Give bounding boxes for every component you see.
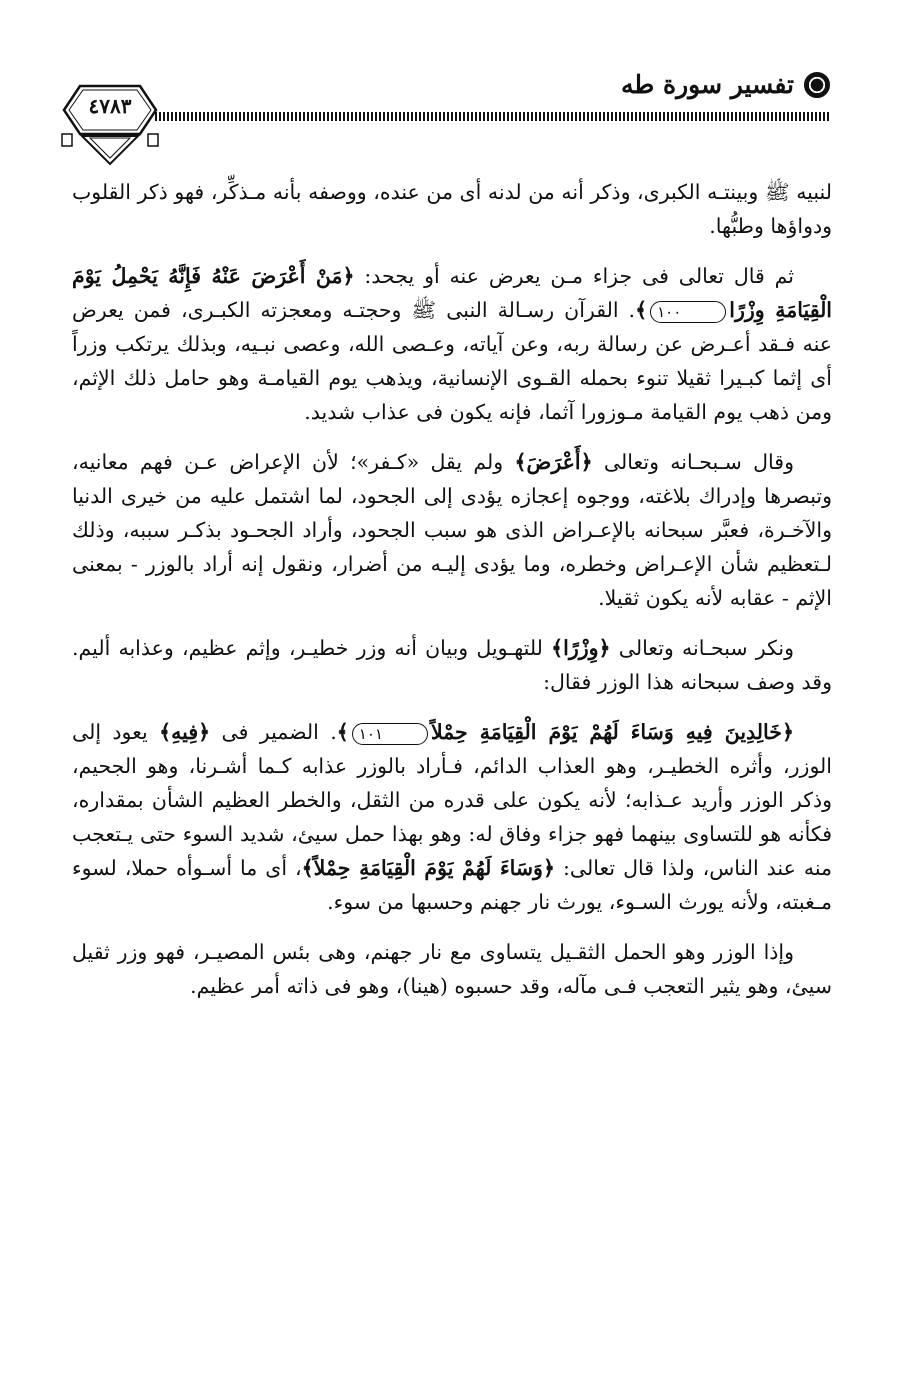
paragraph-text: ولم يقل «كـفر»؛ لأن الإعراض عـن فهم معانيه، وتبصرها وإدراك بلاغته، ووجوه إعجازه يؤدى إلى الجحود، لما اشتمل عليه من خيرى الدنيا والآخـرة، فعبَّر سبحانه بالإعـراض الذى هو سبب الجحود، وأراد الجحـود بذكـر سببه، وذلك لـتعظيم شأن الإعـراض وخطره، وما يؤدى إليـه من أضرار، ونقول إنه أراد بالوزر - بمعنى الإثم - عقابه لأنه يكون ثقيلا. — [72, 450, 832, 610]
quran-quote: ﴿خَالِدِينَ فِيهِ وَسَاءَ لَهُمْ يَوْمَ الْقِيَامَةِ حِمْلاً — [430, 720, 794, 744]
quran-quote: ﴾ — [336, 720, 349, 744]
paragraph — [72, 631, 832, 699]
paragraph — [72, 445, 832, 615]
paragraph-text: ثم قال تعالى فى جزاء مـن يعرض عنه أو يجحد: — [354, 264, 794, 288]
paragraph-text: لنبيه ﷺ وبينتـه الكبرى، وذكر أنه من لدنه أى من عنده، ووصفه بأنه مـذكِّر، فهو ذكر القلوب ودواؤها وطبُّها. — [72, 180, 832, 238]
paragraph-text: . القرآن رسـالة النبى ﷺ وحجتـه ومعجزته الكبـرى، فمن يعرض عنه فـقد أعـرض عن رسالة ربه، وعن آياته، وعـصى الله، وعصى نبـيه، وبذلك يرتكب وزراً أى إثما كبـيرا ثقيلا تنوء بحمله القـوى الإنسانية، ويذهب يوم القيامـة وهو حامل ذلك الإثم، ومن ذهب يوم القيامة مـوزورا آثما، فإنه يكون فى عذاب شديد. — [72, 298, 832, 424]
rosette-icon — [804, 72, 830, 98]
quran-quote: ﴿أَعْرَضَ﴾ — [514, 450, 593, 474]
paragraph-text: يعود إلى الوزر، وأثره الخطيـر، وهو العذاب الدائم، فـأراد بالوزر عذابه كـما أشـرنا، وهو الجحيم، وذكر الوزر وأريد عـذابه؛ لأنه يكون على قدره من الثقل، والخطر العظيم الشأن بمقداره، فكأنه هو للتساوى بينهما فهو جزاء وفاق له: وهو بهذا حمل سيئ، شديد السوء حتى يـتعجب منه عند الناس، ولذا قال تعالى: — [72, 720, 832, 880]
page-number: ٤٧٨٣ — [88, 94, 132, 118]
ayah-number: ١٠٠ — [650, 301, 726, 323]
header-title-row — [621, 70, 830, 99]
paragraph — [72, 715, 832, 919]
paragraph-text: وقال سـبحـانه وتعالى — [592, 450, 795, 474]
paragraph-text: ونكر سبحـانه وتعالى — [610, 636, 794, 660]
quran-quote: ﴿وِزْرًا﴾ — [551, 636, 611, 660]
quran-quote: ﴾ — [635, 298, 648, 322]
paragraph-text: للتهـويل وبيان أنه وزر خطيـر، وإثم عظيم، وعذابه أليم. وقد وصف سبحانه هذا الوزر فقال: — [72, 636, 832, 694]
quran-quote: ﴿فِيهِ﴾ — [159, 720, 211, 744]
paragraph-text: ، أى ما أسـوأه حملا، لسوء مـغبته، ولأنه يورث السـوء، يورث نار جهنم وحسبها من سوء. — [72, 856, 832, 914]
quran-quote: ﴿مَنْ أَعْرَضَ عَنْهُ فَإِنَّهُ يَحْمِلُ يَوْمَ الْقِيَامَةِ وِزْرًا — [72, 264, 833, 322]
quran-quote: ﴿وَسَاءَ لَهُمْ يَوْمَ الْقِيَامَةِ حِمْلاً﴾ — [301, 856, 555, 880]
page-header — [60, 60, 830, 170]
page-number-badge — [60, 80, 160, 168]
header-rule — [155, 112, 830, 121]
paragraph — [72, 175, 832, 243]
ayah-number: ١٠١ — [352, 723, 428, 745]
body-text — [72, 175, 832, 1019]
paragraph — [72, 259, 832, 429]
paragraph-text: . الضمير فى — [210, 720, 337, 744]
surah-title: تفسير سورة طه — [621, 70, 794, 99]
paragraph-text: وإذا الوزر وهو الحمل الثقـيل يتساوى مع نار جهنم، وهى بئس المصيـر، فهو وزر ثقيل سيئ، وهو يثير التعجب فـى مآله، وقد حسبوه (هينا)، وهو فى ذاته أمر عظيم. — [72, 940, 832, 998]
paragraph — [72, 935, 832, 1003]
